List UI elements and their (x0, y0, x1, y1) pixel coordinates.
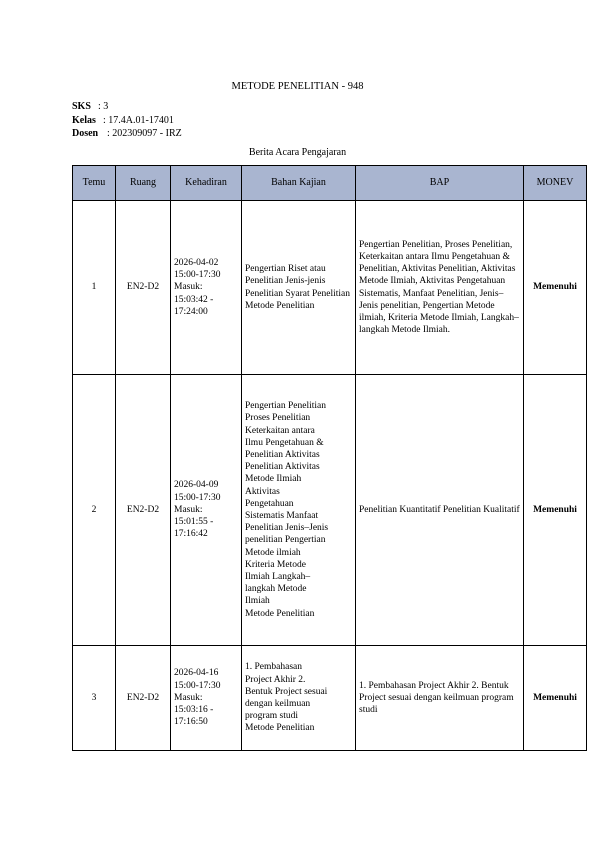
dosen-value: : 202309097 - IRZ (107, 128, 182, 139)
cell-ruang: EN2-D2 (116, 646, 171, 751)
cell-bap: Pengertian Penelitian, Proses Penelitian, Keterkaitan antara Ilmu Pengetahuan & Penelitian, Aktivitas Penelitian, Aktivitas Metode Ilmiah, Aktivitas Pengetahuan Sistematis, Manfaat Penelitian, Jenis–Jenis penelitian, Pengertian Metode ilmiah, Kriteria Metode Ilmiah, Langkah–langkah Metode Ilmiah. (356, 201, 524, 375)
table-caption: Berita Acara Pengajaran (248, 147, 347, 158)
sks-value: : 3 (98, 101, 109, 112)
header-bap: BAP (356, 166, 524, 201)
header-temu: Temu (73, 166, 116, 201)
cell-bahan-kajian: 1. Pembahasan Project Akhir 2. Bentuk Project sesuai dengan keilmuan program studi Metode Penelitian (242, 646, 356, 751)
bap-table (72, 165, 587, 751)
cell-bahan-kajian: Pengertian Penelitian Proses Penelitian Keterkaitan antara Ilmu Pengetahuan & Penelitian Aktivitas Penelitian Aktivitas Metode Ilmiah Aktivitas Pengetahuan Sistematis Manfaat Penelitian Jenis–Jenis penelitian Pengertian Metode ilmiah Kriteria Metode Ilmiah Langkah– langkah Metode Ilmiah Metode Penelitian (242, 375, 356, 646)
kelas-row (72, 114, 182, 128)
document-title: METODE PENELITIAN - 948 (231, 81, 364, 92)
cell-bap: 1. Pembahasan Project Akhir 2. Bentuk Project sesuai dengan keilmuan program studi (356, 646, 524, 751)
header-kehadiran: Kehadiran (171, 166, 242, 201)
header-bahan-kajian: Bahan Kajian (242, 166, 356, 201)
table-row (73, 646, 587, 751)
cell-bap: Penelitian Kuantitatif Penelitian Kualitatif (356, 375, 524, 646)
cell-ruang: EN2-D2 (116, 201, 171, 375)
cell-kehadiran: 2026-04-09 15:00-17:30 Masuk: 15:01:55 - 17:16:42 (171, 375, 242, 646)
kelas-label: Kelas (72, 114, 96, 126)
cell-temu: 3 (73, 646, 116, 751)
table-header-row (73, 166, 587, 201)
cell-monev: Memenuhi (524, 375, 587, 646)
kelas-value: : 17.4A.01-17401 (103, 114, 174, 126)
cell-kehadiran: 2026-04-16 15:00-17:30 Masuk: 15:03:16 - 17:16:50 (171, 646, 242, 751)
sks-label: SKS (72, 101, 91, 112)
sks-row (72, 100, 182, 114)
header-ruang: Ruang (116, 166, 171, 201)
dosen-row (72, 127, 182, 141)
table-row (73, 201, 587, 375)
cell-bahan-kajian: Pengertian Riset atau Penelitian Jenis-jenis Penelitian Syarat Penelitian Metode Penelitian (242, 201, 356, 375)
cell-monev: Memenuhi (524, 646, 587, 751)
cell-kehadiran: 2026-04-02 15:00-17:30 Masuk: 15:03:42 - 17:24:00 (171, 201, 242, 375)
cell-temu: 2 (73, 375, 116, 646)
course-info (72, 100, 182, 141)
dosen-label: Dosen (72, 128, 99, 139)
header-monev: MONEV (524, 166, 587, 201)
cell-temu: 1 (73, 201, 116, 375)
table-row (73, 375, 587, 646)
cell-ruang: EN2-D2 (116, 375, 171, 646)
cell-monev: Memenuhi (524, 201, 587, 375)
